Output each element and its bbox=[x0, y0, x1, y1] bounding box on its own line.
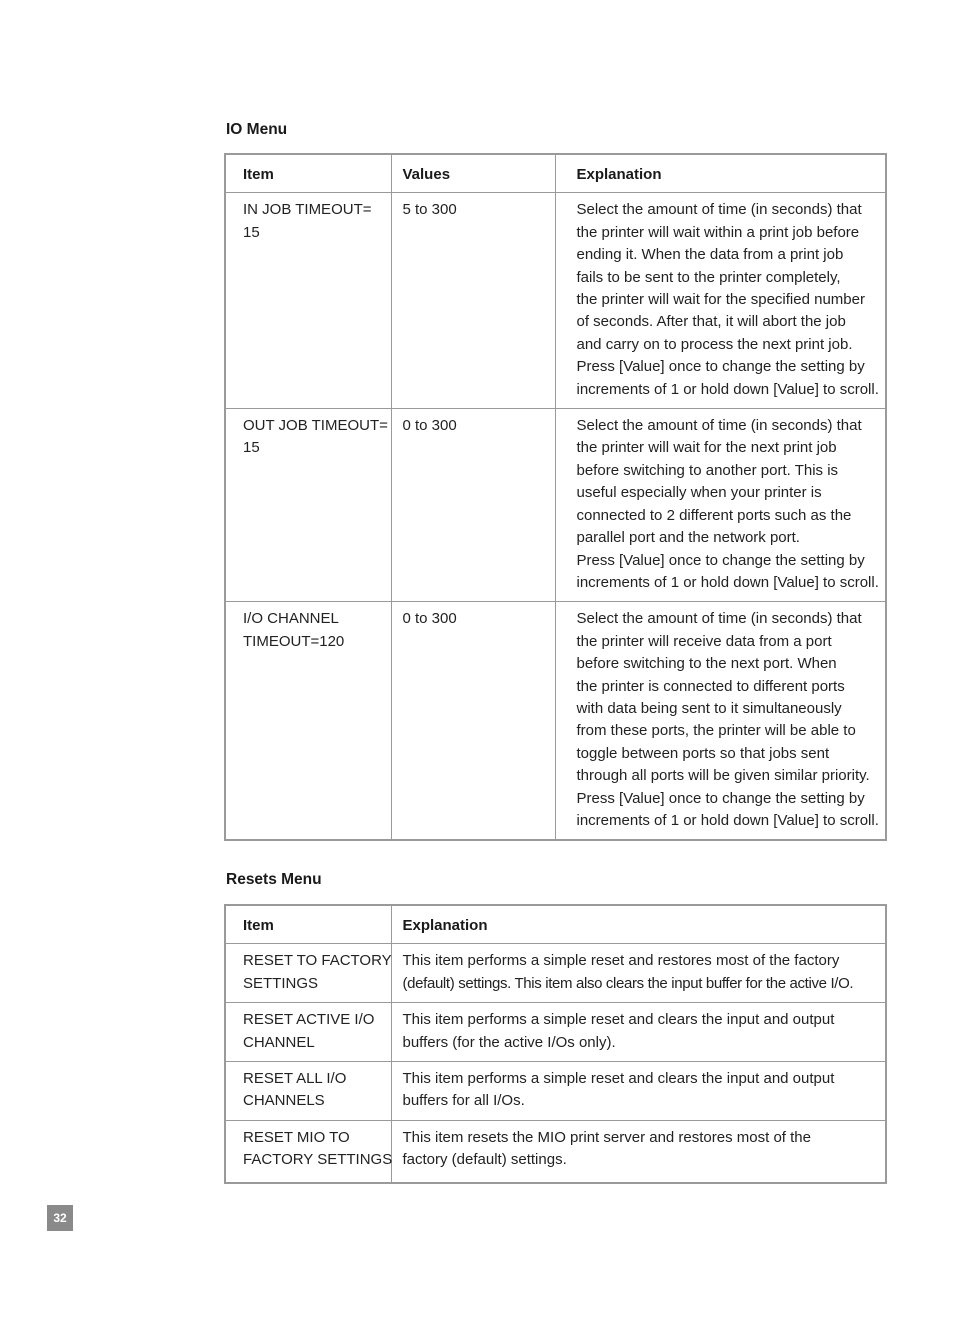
explanation-line: the printer will wait for the specified number bbox=[576, 291, 865, 309]
explanation-line: increments of 1 or hold down [Value] to scroll. bbox=[576, 573, 879, 591]
item-line: RESET TO FACTORY bbox=[243, 952, 392, 970]
explanation-line: the printer is connected to different ports bbox=[576, 677, 845, 695]
explanation-cell bbox=[555, 602, 886, 841]
item-line: RESET ALL I/O bbox=[243, 1070, 347, 1088]
explanation-line: Select the amount of time (in seconds) that bbox=[576, 610, 862, 628]
explanation-line: increments of 1 or hold down [Value] to scroll. bbox=[576, 811, 879, 829]
explanation-line: Press [Value] once to change the setting by bbox=[576, 551, 865, 569]
item-cell bbox=[225, 602, 391, 841]
table-row bbox=[225, 602, 886, 841]
explanation-cell bbox=[391, 1003, 886, 1062]
table-row bbox=[225, 1003, 886, 1062]
resets-menu-heading: Resets Menu bbox=[226, 871, 322, 888]
column-header-values: Values bbox=[391, 154, 555, 193]
explanation-line: This item resets the MIO print server and restores most of the bbox=[402, 1128, 811, 1146]
table-row bbox=[225, 1062, 886, 1121]
explanation-line: before switching to the next port. When bbox=[576, 655, 837, 673]
item-cell bbox=[225, 1062, 391, 1121]
explanation-line: Select the amount of time (in seconds) that bbox=[576, 417, 862, 435]
explanation-line: of seconds. After that, it will abort the job bbox=[576, 313, 846, 331]
explanation-cell bbox=[391, 1120, 886, 1183]
values-cell: 0 to 300 bbox=[391, 409, 555, 602]
values-cell: 5 to 300 bbox=[391, 193, 555, 409]
explanation-line: Select the amount of time (in seconds) that bbox=[576, 201, 862, 219]
item-line: RESET MIO TO bbox=[243, 1128, 350, 1146]
explanation-line: factory (default) settings. bbox=[402, 1151, 567, 1169]
column-header-item: Item bbox=[225, 154, 391, 193]
item-cell bbox=[225, 1120, 391, 1183]
column-header-explanation: Explanation bbox=[391, 905, 886, 944]
explanation-line: before switching to another port. This is bbox=[576, 461, 839, 479]
explanation-line: increments of 1 or hold down [Value] to scroll. bbox=[576, 380, 879, 398]
explanation-line: This item performs a simple reset and clears the input and output bbox=[402, 1070, 835, 1088]
table-row bbox=[225, 193, 886, 409]
explanation-line: fails to be sent to the printer completely, bbox=[576, 268, 841, 286]
explanation-line: Press [Value] once to change the setting by bbox=[576, 789, 865, 807]
item-cell bbox=[225, 1003, 391, 1062]
item-line: RESET ACTIVE I/O bbox=[243, 1011, 375, 1029]
explanation-line: Press [Value] once to change the setting by bbox=[576, 358, 865, 376]
table-row bbox=[225, 944, 886, 1003]
item-line: I/O CHANNEL bbox=[243, 610, 339, 628]
explanation-line: buffers (for the active I/Os only). bbox=[402, 1033, 616, 1051]
values-cell: 0 to 300 bbox=[391, 602, 555, 841]
explanation-line: the printer will wait for the next print job bbox=[576, 439, 837, 457]
explanation-cell bbox=[391, 944, 886, 1003]
explanation-line: (default) settings. This item also clears the input buffer for the active I/O. bbox=[402, 974, 854, 992]
column-header-explanation: Explanation bbox=[555, 154, 886, 193]
explanation-line: from these ports, the printer will be able to bbox=[576, 722, 856, 740]
item-line: SETTINGS bbox=[243, 974, 319, 992]
explanation-line: ending it. When the data from a print job bbox=[576, 246, 844, 264]
table-row bbox=[225, 409, 886, 602]
explanation-line: buffers for all I/Os. bbox=[402, 1092, 525, 1110]
explanation-line: and carry on to process the next print job. bbox=[576, 335, 853, 353]
io-menu-heading: IO Menu bbox=[226, 121, 288, 138]
explanation-line: This item performs a simple reset and restores most of the factory bbox=[402, 952, 840, 970]
explanation-cell bbox=[555, 193, 886, 409]
item-cell bbox=[225, 409, 391, 602]
explanation-line: with data being sent to it simultaneously bbox=[576, 699, 842, 717]
item-line: 15 bbox=[243, 439, 260, 457]
item-line: OUT JOB TIMEOUT= bbox=[243, 417, 388, 435]
explanation-line: the printer will receive data from a port bbox=[576, 632, 832, 650]
explanation-line: connected to 2 different ports such as the bbox=[576, 506, 852, 524]
column-header-item: Item bbox=[225, 905, 391, 944]
item-cell bbox=[225, 944, 391, 1003]
explanation-line: the printer will wait within a print job before bbox=[576, 223, 860, 241]
item-line: IN JOB TIMEOUT= bbox=[243, 201, 372, 219]
table-header-row bbox=[225, 154, 886, 193]
item-cell bbox=[225, 193, 391, 409]
item-line: CHANNELS bbox=[243, 1092, 325, 1110]
item-line: FACTORY SETTINGS bbox=[243, 1151, 393, 1169]
explanation-cell bbox=[391, 1062, 886, 1121]
item-line: CHANNEL bbox=[243, 1033, 315, 1051]
io-menu-table bbox=[224, 153, 887, 841]
table-header-row bbox=[225, 905, 886, 944]
explanation-cell bbox=[555, 409, 886, 602]
explanation-line: toggle between ports so that jobs sent bbox=[576, 744, 830, 762]
item-line: TIMEOUT=120 bbox=[243, 632, 345, 650]
explanation-line: This item performs a simple reset and clears the input and output bbox=[402, 1011, 835, 1029]
explanation-line: parallel port and the network port. bbox=[576, 529, 800, 547]
explanation-line: through all ports will be given similar priority. bbox=[576, 767, 870, 785]
page-number: 32 bbox=[47, 1205, 73, 1231]
table-row bbox=[225, 1120, 886, 1183]
explanation-line: useful especially when your printer is bbox=[576, 484, 822, 502]
item-line: 15 bbox=[243, 223, 260, 241]
resets-menu-table bbox=[224, 904, 887, 1184]
